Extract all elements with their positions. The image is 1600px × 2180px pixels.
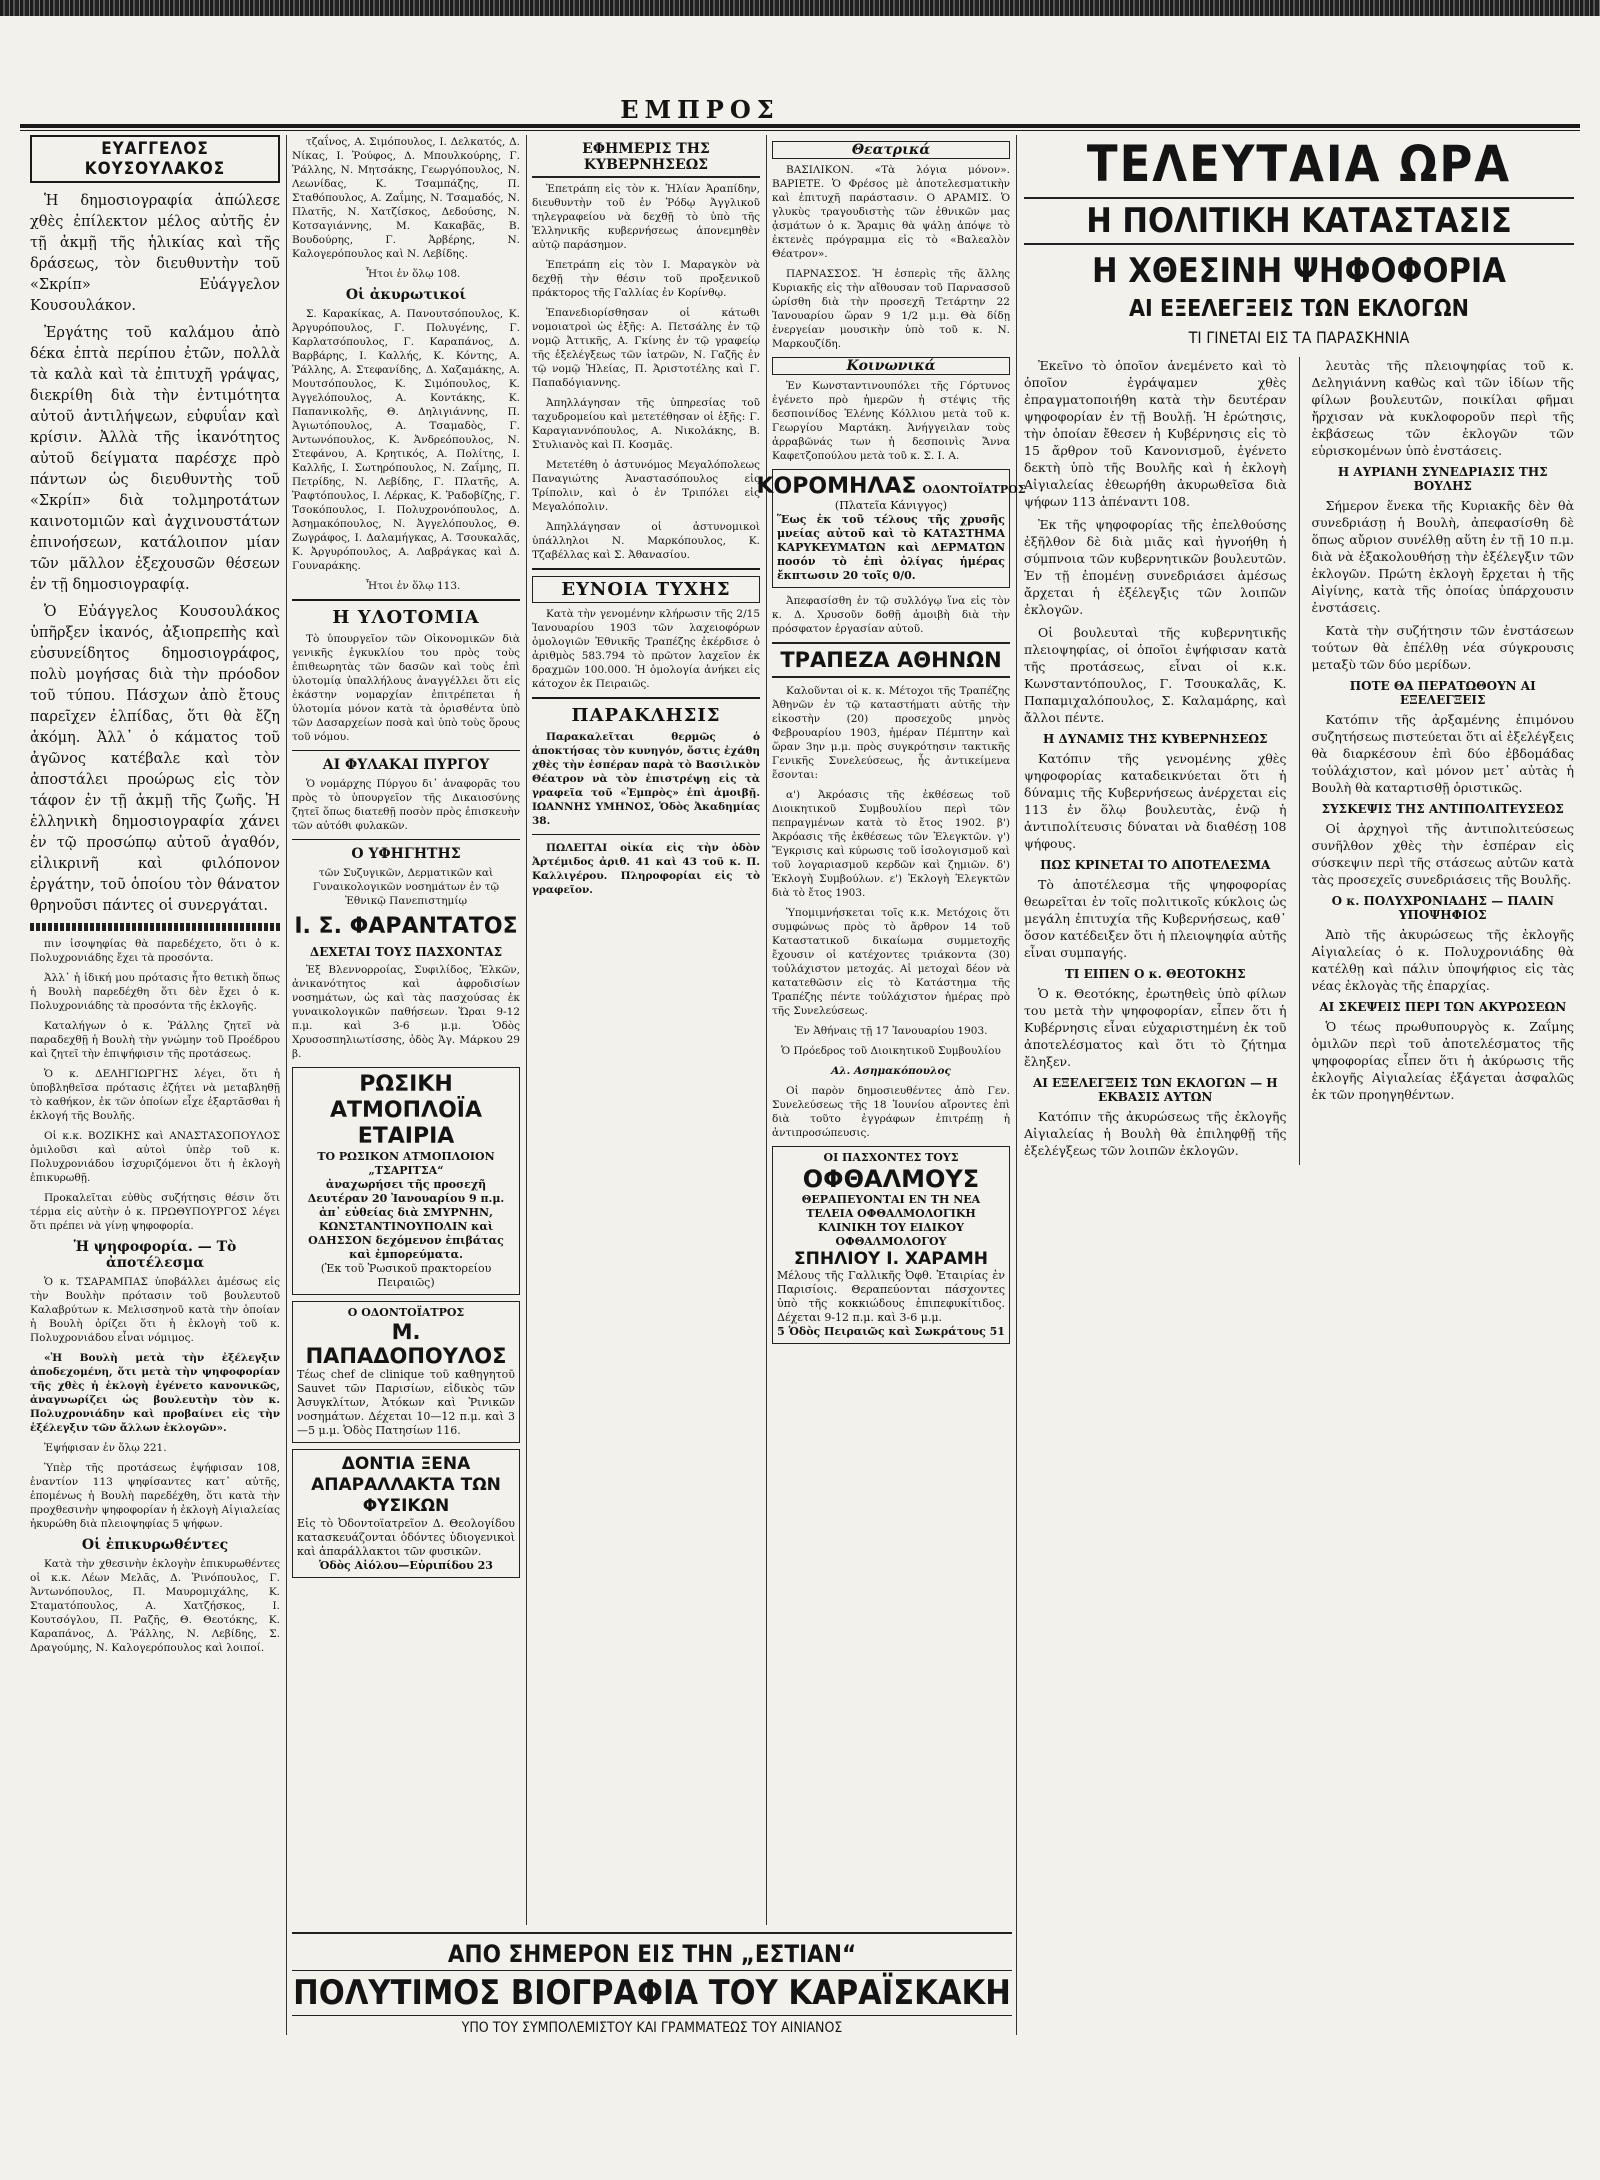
section-divider: [532, 568, 760, 570]
ad-text: Ἕως ἐκ τοῦ τέλους τῆς χρυσῆς μνείας αὐτοῦ καὶ τὸ ΚΑΤΑΣΤΗΜΑ ΚΑΡΥΚΕΥΜΑΤΩΝ καὶ ΔΕΡΜΑΤΩΝ ποσόν τὸ ἐπὶ ὀλίγας ἡμέρας ἔκπτωσιν 20 τοῖς 0/0.: [777, 513, 1005, 582]
notice-text: Παρακαλεῖται θερμῶς ὁ ἀποκτήσας τὸν κυνηγόν, ὅστις ἐχάθη χθὲς τὴν ἑσπέραν παρὰ τὸ Βασιλικὸν Θέατρον νὰ τὸν ἐπιστρέψῃ εἰς τὰ γραφεῖα τοῦ «Ἐμπρὸς» ἐπὶ ἀμοιβῇ. ΙΩΑΝΝΗΣ ΥΜΗΝΟΣ, Ὁδὸς Ἀκαδημίας 38.: [532, 731, 760, 827]
bank-title: ΤΡΑΠΕΖΑ ΑΘΗΝΩΝ: [772, 642, 1010, 678]
article-paragraph: ΠΑΡΝΑΣΣΟΣ. Ἡ ἑσπερὶς τῆς ἄλλης Κυριακῆς εἰς τὴν αἴθουσαν τοῦ Παρνασσοῦ ὡρίσθη διὰ τὴν προσεχῆ Τετάρτην 22 Ἰανουαρίου ὥραν 9 1/2 μ.μ. Θὰ δίδῃ ἐνεργείαν μουσικὴν ὑπὸ τοῦ κ. Ν. Μαρκουζίδη.: [772, 268, 1010, 350]
column-1: [30, 135, 280, 2145]
article-paragraph: Ὁ νομάρχης Πύργου δι᾽ ἀναφορᾶς του πρὸς τὸ ὑπουργεῖον τῆς Δικαιοσύνης ζητεῖ ὅπως διατεθῇ ποσὸν πρὸς ἐπισκευὴν τῶν αὐτόθι φυλακῶν.: [292, 778, 520, 832]
article-paragraph: Ἀπηλλάγησαν τῆς ὑπηρεσίας τοῦ ταχυδρομείου καὶ μετετέθησαν οἱ ἑξῆς: Γ. Καραγιαννόπουλος, Α. Νικολάκης, Β. Στυλιανὸς καὶ Π. Κοσμᾶς.: [532, 397, 760, 451]
dentist-ad: [292, 1301, 520, 1443]
section-heading: ΕΥΝΟΙΑ ΤΥΧΗΣ: [532, 576, 760, 603]
banner-line-2: ΠΟΛΥΤΙΜΟΣ ΒΙΟΓΡΑΦΙΑ ΤΟΥ ΚΑΡΑΪΣΚΑΚΗ: [292, 1970, 1012, 2016]
section-heading: ΠΩΣ ΚΡΙΝΕΤΑΙ ΤΟ ΑΠΟΤΕΛΕΣΜΑ: [1040, 858, 1271, 872]
obituary-paragraph: Ἐργάτης τοῦ καλάμου ἀπὸ δέκα ἑπτὰ περίπου ἐτῶν, πολλὰ τὰ καλὰ καὶ τὰ ἐπιτυχῆ γράψας, διεκρίθη διὰ τὴν ἐντιμότητα αὐτοῦ ἀντιλήψεων, εὐφυΐαν καὶ κρίσιν. Ἀλλὰ τῆς ἱκανότητος αὐτοῦ δείγματα παρέσχε πρὸ πάντων ὡς διευθυντὴς τοῦ «Σκρίπ» διὰ τολμηροτάτων καινοτομιῶν καὶ ἀγχινουστάτων ἐπινοήσεων, κατάλοιπον μίαν τῶν μᾶλλον ἐξεχουσῶν θέσεων ἐν τῇ δημοσιογραφίᾳ.: [30, 325, 280, 593]
ad-text: Μέλους τῆς Γαλλικῆς Ὀφθ. Ἑταιρίας ἐν Παρισίοις. Θεραπεύονται πάσχοντες ὑπὸ τῆς κοκκιώδους ἐπιπεφυκίτιδος. Δέχεται 9-12 π.μ. καὶ 3-6 μ.μ.: [777, 1269, 1005, 1324]
section-heading: Κοινωνικά: [772, 357, 1010, 375]
column-3: [532, 135, 760, 1925]
section-heading: Θεατρικά: [772, 141, 1010, 159]
article-paragraph: Ἀπεφασίσθη ἐν τῷ συλλόγῳ ἵνα εἰς τὸν κ. Δ. Χρυσοῦν δοθῇ ἀμοιβὴ διὰ τὴν πρόσφατον ἐργασίαν αὐτοῦ.: [772, 595, 1010, 635]
section-divider: [292, 839, 520, 840]
column-5: [1024, 135, 1574, 2145]
article-paragraph: Οἱ παρὸν δημοσιευθέντες ἀπὸ Γεν. Συνελεύσεως τῆς 18 Ἰουνίου αἴροντες ἐπὶ διὰ τοῦτο ἐγγράφων ἐπιτρέπῃ ἡ ἀντιπροσώπευσις.: [772, 1085, 1010, 1139]
estia-banner: [292, 1932, 1012, 2040]
section-heading: Η ΥΛΟΤΟΜΙΑ: [332, 607, 480, 628]
article-paragraph: Ὑπομιμνήσκεται τοῖς κ.κ. Μετόχοις ὅτι συμφώνως πρὸς τὸ ἄρθρον 14 τοῦ Καταστατικοῦ δικαίωμα συμμετοχῆς ἔχουσιν οἱ κατέχοντες τριάκοντα (30) τοὐλάχιστον μετοχάς. Αἱ μετοχαὶ δέον νὰ κατατεθῶσιν εἰς τὸ Κατάστημα τῆς Τραπέζης πέντε τοὐλάχιστον ἡμέρας πρὸ τῆς Συνελεύσεως.: [772, 907, 1010, 1017]
last-hour-right: [1312, 357, 1575, 1165]
article-paragraph: Τὸ ὑπουργεῖον τῶν Οἰκονομικῶν διὰ γενικῆς ἐγκυκλίου του πρὸς τοὺς ἐπιθεωρητὰς τῶν δασῶν καὶ τοὺς ἐπὶ ὑλοτομίᾳ ὑπαλλήλους ἀναγγέλλει ὅτι εἰς ἑκάστην νομαρχίαν ἐπιτρέπεται ἡ ὑλοτομία μόνον κατὰ τὰ ὁρισθέντα ὑπὸ τῶν Δασαρχείων ποσὰ καὶ ὑπὸ τοὺς ὅρους τοῦ νόμου.: [292, 633, 520, 743]
article-paragraph: Ὁ κ. ΔΕΛΗΓΙΩΡΓΗΣ λέγει, ὅτι ἡ ὑποβληθεῖσα πρότασις ἐζήτει νὰ μεταβληθῇ τὸ καθήκον, ἐκ τῶν ὁποίων εἶχε ἐξαρτᾶσθαι ἡ ἐκλογή τῆς Βουλῆς.: [30, 1068, 280, 1122]
ad-address: (Πλατεῖα Κάνιγγος): [834, 499, 948, 512]
section-divider: [292, 750, 520, 751]
section-divider: [532, 834, 760, 835]
article-paragraph: ΒΑΣΙΛΙΚΟΝ. «Τὰ λόγια μόνον». ΒΑΡΙΕΤΕ. Ὁ Φρέσος μὲ ἀποτελεσματικὴν καὶ ἐπιτυχῆ παράστασιν. Ο ΑΡΑΜΙΣ. Ὁ γλυκὺς τραγουδιστὴς τῶν ἐθνικῶν μας ᾀσμάτων ὁ κ. Ἄραμις θὰ ψάλῃ ἀπόψε τὸ ἐκτενὲς πρόγραμμα εἰς τὸ «Βαλεαλὸν Θέατρον».: [772, 164, 1010, 260]
section-divider: [30, 923, 280, 931]
article-paragraph: Μετετέθη ὁ ἀστυνόμος Μεγαλόπολεως Παναγιώτης Ἀναστασόπουλος εἰς Τρίπολιν, καὶ ὁ ἐν Τριπόλει εἰς Μεγαλόπολιν.: [532, 459, 760, 513]
ad-text: ἀναχωρήσει τῆς προσεχῆ Δευτέραν 20 Ἰανουαρίου 9 π.μ. ἀπ᾽ εὐθείας διὰ ΣΜΥΡΝΗΝ, ΚΩΝΣΤΑΝΤΙΝΟΥΠΟΛΙΝ καὶ ΟΔΗΣΣΟΝ δεχόμενον ἐπιβάτας καὶ ἐμπορεύματα.: [307, 1178, 505, 1261]
article-paragraph: Ἐκεῖνο τὸ ὁποῖον ἀνεμένετο καὶ τὸ ὁποῖον ἐγράψαμεν χθὲς ἐπραγματοποιήθη κατὰ τὴν δευτέραν ψηφοφορίαν ἐν τῇ Βουλῇ. Ἡ ἐρώτησις, τὴν ὁποίαν ἔθεσεν ἡ Κυβέρνησις εἰς τὸ 15 ἄρθρον τοῦ Κανονισμοῦ, ἐγένετο δεκτὴ ὑπὸ τῆς Βουλῆς καὶ ἡ ἐκλογὴ Αἰγιαλείας ἐθεωρήθη ἀκυρωθεῖσα διὰ ψήφων 113 ἀπέναντι 108.: [1024, 358, 1287, 509]
dentist-ad: [756, 469, 1026, 588]
section-heading: Η ΑΥΡΙΑΝΗ ΣΥΝΕΔΡΙΑΣΙΣ ΤΗΣ ΒΟΥΛΗΣ: [1337, 465, 1548, 493]
article-paragraph: Οἱ ἀρχηγοὶ τῆς ἀντιπολιτεύσεως συνῆλθον χθὲς τὴν ἑσπέραν εἰς σύσκεψιν περὶ τῆς στάσεως αὐτῶν κατὰ τὰς προσεχεῖς συνεδριάσεις τῆς Βουλῆς.: [1311, 821, 1575, 887]
column-rule: [1016, 135, 1017, 2035]
article-paragraph: Ὁ τέως πρωθυπουργὸς κ. Ζαΐμης ὁμιλῶν περὶ τοῦ ἀποτελέσματος τῆς ψηφοφορίας εἶπεν ὅτι ἡ ἀκύρωσις τῆς ἐκλογῆς Αἰγιαλείας ἐξάγεται ἀσφαλῶς ἐκ τῶν προηγηθέντων.: [1311, 1019, 1575, 1102]
section-heading: ΑΙ ΦΥΛΑΚΑΙ ΠΥΡΓΟΥ: [322, 757, 490, 773]
list-total: Ἦτοι ἐν ὅλῳ 113.: [365, 580, 461, 592]
list-total: Ἦτοι ἐν ὅλῳ 108.: [365, 268, 461, 280]
ad-name: Μ. ΠΑΠΑΔΟΠΟΥΛΟΣ: [305, 1320, 507, 1368]
section-heading: Οἱ ἐπικυρωθέντες: [81, 1537, 229, 1553]
article-paragraph: Ἐκ τῆς ψηφοφορίας τῆς ἐπελθούσης ἐξῆλθον δὲ διὰ μιᾶς καὶ ἠγνοήθη ἡ σύμπνοια τῶν κυβερνητικῶν βουλευτῶν. Ἐν τῇ ἑπομένῃ συνεδριάσει ἀμέσως ἄρχεται ἡ ἐξέλεγξις τῶν λοιπῶν ἐκλογῶν.: [1024, 517, 1287, 617]
banner-line-3: ΥΠΟ ΤΟΥ ΣΥΜΠΟΛΕΜΙΣΤΟΥ ΚΑΙ ΓΡΑΜΜΑΤΕΩΣ ΤΟΥ ΑΙΝΙΑΝΟΣ: [461, 2020, 843, 2036]
article-paragraph: Καλοῦνται οἱ κ. κ. Μέτοχοι τῆς Τραπέζης Ἀθηνῶν ἐν τῷ καταστήματι αὐτῆς τὴν εἰκοστὴν (20) προσεχοῦς μηνὸς Φεβρουαρίου 1903, ἡμέραν Πέμπτην καὶ ὥραν 3ην μ.μ. πρὸς συγκρότησιν τακτικῆς Γενικῆς Συνελεύσεως, ἧς ἀντικείμενα ἔσονται:: [772, 685, 1010, 781]
motion-quote: «Ἡ Βουλὴ μετὰ τὴν ἐξέλεγξιν ἀποδεχομένη, ὅτι μετὰ τὴν ψηφοφορίαν τῆς χθὲς ἡ ἐκλογὴ ἐγένετο κανονικῶς, ἀναγνωρίζει ὡς βουλευτὴν τὸν κ. Πολυχρονιάδην καὶ προβαίνει εἰς τὴν ἐξέλεγξιν τῶν ἄλλων ἐκλογῶν».: [30, 1352, 280, 1434]
ad-subheading: ΘΕΡΑΠΕΥΟΝΤΑΙ ΕΝ ΤΗ ΝΕΑ ΤΕΛΕΙΑ ΟΦΘΑΛΜΟΛΟΓΙΚΗ ΚΛΙΝΙΚΗ ΤΟΥ ΕΙΔΙΚΟΥ ΟΦΘΑΛΜΟΛΟΓΟΥ: [801, 1193, 981, 1248]
article-paragraph: Κατόπιν τῆς ἀρξαμένης ἐπιμόνου συζητήσεως πιστεύεται ὅτι αἱ ἐξελέγξεις θὰ διαρκέσουν ἐπὶ δύο ἐβδομάδας τοὐλάχιστον, καὶ μόνον μετ᾽ αὐτὰς ἡ Βουλὴ θὰ καταρτισθῇ ὁριστικῶς.: [1311, 712, 1575, 795]
article-paragraph: Οἱ βουλευταὶ τῆς κυβερνητικῆς πλειοψηφίας, οἱ ὁποῖοι ἐψήφισαν κατὰ τῆς προτάσεως, εἶναι οἱ κ.κ. Κωνσταντόπουλος, Γ. Τσουκαλᾶς, Κ. Παπαμιχαλόπουλος, Σ. Καλαμάρης, καὶ ἄλλοι πέντε.: [1024, 625, 1287, 725]
ad-text: Τέως chef de clinique τοῦ καθηγητοῦ Sauvet τῶν Παρισίων, εἰδικὸς τῶν Ἀσυγκλίτων, Ἀτόκων καὶ Ῥινικῶν νοσημάτων. Δέχεται 10—12 π.μ. καὶ 3—5 μ.μ. Ὁδὸς Πατησίων 116.: [297, 1368, 515, 1437]
article-paragraph: Ὁ κ. ΤΣΑΡΑΜΠΑΣ ὑποβάλλει ἀμέσως εἰς τὴν Βουλὴν πρότασιν τοῦ βουλευτοῦ Καλαβρύτων κ. Μελισσηνοῦ κατὰ τὴν ὁποίαν ἡ Βουλὴ ὁρίζει ὅτι ἡ ἐκλογὴ τοῦ κ. Πολυχρονιάδου εἶναι νόμιμος.: [30, 1276, 280, 1344]
ad-text: Εἰς τὸ Ὀδοντοϊατρεῖον Δ. Θεολογίδου κατασκευάζονται ὁδόντες ὑδιογενικοὶ καὶ ἀπαράλλακτοι τῶν φυσικῶν.: [297, 1517, 515, 1558]
ad-footer: (Ἐκ τοῦ Ῥωσικοῦ πρακτορείου Πειραιῶς): [320, 1262, 492, 1289]
ad-subheading: ΤΟ ΡΩΣΙΚΟΝ ΑΤΜΟΠΛΟΙΟΝ „ΤΣΑΡΙΤΣΑ“: [317, 1150, 495, 1177]
ad-name: ΚΟΡΟΜΗΛΑΣ: [756, 474, 917, 499]
article-paragraph: Κατόπιν τῆς ἀκυρώσεως τῆς ἐκλογῆς Αἰγιαλείας ἡ Βουλὴ θὰ ἐπιληφθῇ τῆς ἐξελέγξεως τῶν λοιπῶν ἐκλογῶν.: [1024, 1109, 1287, 1158]
headline-vote: Η ΧΘΕΣΙΝΗ ΨΗΦΟΦΟΡΙΑ: [1092, 251, 1506, 291]
vote-result: Ὑπὲρ τῆς προτάσεως ἐψήφισαν 108, ἐναντίον 113 ψηφίσαντες κατ᾽ αὐτῆς, ἐπομένως ἡ Βουλὴ παρεδέχθη, ὅτι κατὰ τὴν προχθεσινὴν ψηφοφορίαν ἡ ἐκλογὴ Αἰγιαλείας ἠκυρώθη διὰ πλειοψηφίας 5 ψήφων.: [30, 1462, 280, 1530]
article-paragraph: Ἐπετράπη εἰς τὸν κ. Ἠλίαν Ἀραπίδην, διευθυντὴν τοῦ ἐν Ῥόδῳ Ἀγγλικοῦ τηλεγραφείου νὰ δεχθῇ τὸ ὑπὸ τῆς Ἑλληνικῆς κυβερνήσεως ἀπονεμηθὲν αὐτῷ παράσημον.: [532, 183, 760, 251]
vote-count: Ἐψήφισαν ἐν ὅλῳ 221.: [44, 1442, 167, 1454]
headline-main: ΤΕΛΕΥΤΑΙΑ ΩΡΑ: [1086, 135, 1512, 193]
section-heading: ΑΙ ΕΞΕΛΕΓΞΕΙΣ ΤΩΝ ΕΚΛΟΓΩΝ — Η ΕΚΒΑΣΙΣ ΑΥΤΩΝ: [1032, 1076, 1278, 1104]
name-list: Σ. Καρακίκας, Α. Πανουτσόπουλος, Κ. Ἀργυρόπουλος, Γ. Πολυγένης, Γ. Καρλατσόπουλος, Γ. Καραπάνος, Δ. Βαρβάρης, Ι. Καλλής, Κ. Κόντης, Α. Ῥάλλης, Α. Στεφανίδης, Δ. Χαζαμάκης, Α. Μουτσόπουλος, Κ. Σιμόπουλος, Κ. Ἀγγελόπουλος, Α. Κοντάκης, Κ. Παπανικολῆς, Θ. Δηλιγιάννης, Π. Ἀγιωτόπουλος, Α. Τσαμαδὸς, Γ. Ἀντωνόπουλος, Κ. Ἀνδρεόπουλος, Ν. Στεφάνου, Α. Κρητικός, Α. Πολίτης, Ι. Καλλῆς, Ι. Σωτηρόπουλος, Ν. Ζαΐμης, Π. Πετρίδης, Ν. Λεβίδης, Γ. Πλατῆς, Α. Ῥαφτόπουλος, Ι. Λέρκας, Κ. Ῥαδοβίζης, Γ. Τσοκόπουλος, Ι. Πολυχρονόπουλος, Δ. Ἀσημακόπουλος, Ν. Ἀγγελόπουλος, Θ. Ζωγράφος, Ι. Δαλαμήγκας, Α. Τσουκαλᾶς, Κ. Ἀργυρόπουλος, Α. Λαβράγκας καὶ Δ. Γουναράκης.: [292, 308, 520, 572]
sale-notice: ΠΩΛΕΙΤΑΙ οἰκία εἰς τὴν ὁδὸν Ἀρτέμιδος ἀριθ. 41 καὶ 43 τοῦ κ. Π. Καλλιγέρου. Πληροφορίαι εἰς τὸ γραφεῖον.: [532, 842, 760, 896]
ad-headline: ΔΟΝΤΙΑ ΞΕΝΑ ΑΠΑΡΑΛΛΑΚΤΑ ΤΩΝ ΦΥΣΙΚΩΝ: [311, 1454, 501, 1516]
article-paragraph: Ἐπανεδιορίσθησαν οἱ κάτωθι νομοιατροὶ ὡς ἑξῆς: Α. Πετσάλης ἐν τῷ νομῷ Ἀττικῆς, Α. Γκίνης ἐν τῷ γραφείῳ τῆς ἐξελέγξεως τῶν ἰατρῶν, Ν. Γαζῆς ἐν τῷ νομῷ Ἠλείας, Π. Ἀριστοτέλης καὶ Γ. Παπαδόγιαννης.: [532, 307, 760, 389]
article-paragraph: Κατὰ τὴν γενομένην κλήρωσιν τῆς 2/15 Ἰανουαρίου 1903 τῶν λαχειοφόρων ὁμολογιῶν Ἐθνικῆς Τραπέζης ἐκέρδισε ὁ ἀριθμὸς 583.794 τὸ πρῶτον λαχεῖον ἐκ δραχμῶν 100.000. Ἡ ὁμολογία ἀνήκει εἰς κάτοχον ἐκ Πειραιῶς.: [532, 608, 760, 690]
article-paragraph: Ἐν Κωνσταντινουπόλει τῆς Γόρτυνος ἐγένετο πρὸ ἡμερῶν ἡ στέψις τῆς δεσποινίδος Ἑλένης Κόλλιου μετὰ τοῦ κ. Γεωργίου Μαρτάκη. Ἀνήγγειλαν τοὺς ἀρραβῶνάς των ἡ δεσποινὶς Ἄννα Καφετζοπούλου μετὰ τοῦ κ. Σ. Ι. Α.: [772, 380, 1010, 462]
article-paragraph: Ἀπὸ τῆς ἀκυρώσεως τῆς ἐκλογῆς Αἰγιαλείας ὁ κ. Πολυχρονιάδης θὰ κατέλθῃ καὶ πάλιν ὑποψήφιος εἰς τὰς νέας ἐκλογὰς τῆς ἐπαρχίας.: [1311, 927, 1575, 993]
article-paragraph: Ἀλλ᾽ ἡ ἰδική μου πρότασις ἦτο θετικὴ ὅπως ἡ Βουλὴ παρεδέχθη ὅτι δὲν ἔχει ὁ κ. Πολυχρονιάδης τὰ προσόντα τῆς ἐκλογῆς.: [30, 972, 280, 1012]
article-paragraph: Κατὰ τὴν χθεσινὴν ἐκλογὴν ἐπικυρωθέντες οἱ κ.κ. Λέων Μελᾶς, Δ. Ῥινόπουλος, Γ. Ἀντωνόπουλος, Π. Μαυρομιχάλης, Κ. Σταματόπουλος, Α. Χατζήσκος, Ι. Κουτσόγλου, Π. Ραζῆς, Θ. Θεοτόκης, Κ. Καραπάνος, Δ. Ῥάλλης, Ν. Λεβίδης, Σ. Δραγούμης, Ν. Καλογερόπουλος καὶ λοιποί.: [30, 1558, 280, 1654]
last-hour-columns: [1024, 357, 1574, 1165]
masthead-rule-thin: [20, 130, 1580, 131]
ad-text: Ἐξ Βλεννορροίας, Συφιλίδος, Ἑλκῶν, ἀνικανότητος καὶ ἀφροδισίων νοσημάτων, ὡς καὶ τὰς πασχούσας ἐκ γυναικολογικῶν παθήσεων. Ὥραι 9-12 π.μ. καὶ 3-6 μ.μ. Ὁδὸς Χρυσοσπηλιωτίσσης, ὁδὸς Ἁγ. Μάρκου 29 β.: [292, 964, 520, 1060]
article-paragraph: λευτὰς τῆς πλειοψηφίας τοῦ κ. Δεληγιάννη καθὼς καὶ τῶν ἰδίων τῆς φίλων βουλευτῶν, ποικίλαι φῆμαι ἤρχισαν νὰ κυκλοφοροῦν περὶ τῆς ἐκβάσεως τῶν ἐκλογῶν τῶν εὑρισκομένων ὑπὸ ἐνστάσεις.: [1311, 358, 1575, 458]
article-paragraph: Προκαλεῖται εὐθὺς συζήτησις θέσιν ὅτι τέρμα εἰς αὐτὴν ὁ κ. ΠΡΩΘΥΠΟΥΡΓΟΣ λέγει ὅτι πρέπει νὰ γίνῃ ψηφοφορία.: [30, 1192, 280, 1232]
headline-secondary: Η ΠΟΛΙΤΙΚΗ ΚΑΤΑΣΤΑΣΙΣ: [1024, 197, 1574, 245]
ad-footer: 5 Ὁδὸς Πειραιῶς καὶ Σωκράτους 51: [777, 1325, 1005, 1338]
ad-heading: Ο ΥΦΗΓΗΤΗΣ: [351, 846, 461, 862]
section-divider: [292, 599, 520, 601]
article-paragraph: Ἀπηλλάγησαν οἱ ἀστυνομικοὶ ὑπάλληλοι Ν. Μαρκόπουλος, Κ. Τζαβέλλας καὶ Σ. Ἀθανασίου.: [532, 521, 760, 561]
ad-headline: ΡΩΣΙΚΗ ΑΤΜΟΠΛΟΪΑ ΕΤΑΙΡΙΑ: [330, 1072, 482, 1149]
article-paragraph: Κατόπιν τῆς γενομένης χθὲς ψηφοφορίας καταδεικνύεται ὅτι ἡ δύναμις τῆς Κυβερνήσεως ἀνέρχεται εἰς 113 ἐν ὅλῳ βουλευτὰς, ἐνῷ ἡ ἀντιπολίτευσις δύναται νὰ διαθέσῃ 108 ψήφους.: [1024, 751, 1287, 851]
ad-text: τῶν Συζυγικῶν, Δερματικῶν καὶ Γυναικολογικῶν νοσημάτων ἐν τῷ Ἐθνικῷ Πανεπιστημίῳ: [312, 867, 500, 907]
ad-footer: Ὁδὸς Αἰόλου—Εὐριπίδου 23: [319, 1559, 493, 1572]
column-2: [292, 135, 520, 1925]
headline-backstage: ΤΙ ΓΙΝΕΤΑΙ ΕΙΣ ΤΑ ΠΑΡΑΣΚΗΝΙΑ: [1188, 328, 1410, 347]
bank-sign-role: Ὁ Πρόεδρος τοῦ Διοικητικοῦ Συμβουλίου: [781, 1045, 1001, 1057]
top-border: [0, 0, 1600, 16]
inner-column-rule: [1299, 357, 1300, 1165]
article-paragraph: Κατὰ τὴν συζήτησιν τῶν ἐνστάσεων τούτων θὰ ἐπέλθῃ νέα σύγκρουσις μεταξὺ τῶν δύο μερίδων.: [1311, 623, 1575, 672]
ad-subheading: ΔΕΧΕΤΑΙ ΤΟΥΣ ΠΑΣΧΟΝΤΑΣ: [309, 945, 503, 959]
teeth-ad: [292, 1449, 520, 1578]
agenda-items: α') Ἀκρόασις τῆς ἐκθέσεως τοῦ Διοικητικοῦ Συμβουλίου περὶ τῶν πεπραγμένων κατὰ τὸ ἔτος 1902. β') Ἀκρόασις τῆς ἐκθέσεως τῶν Ἐλεγκτῶν. γ') Ἔγκρισις καὶ κύρωσις τοῦ ἰσολογισμοῦ καὶ τοῦ λογαριασμοῦ κερδῶν καὶ ζημιῶν. δ') Ἐκλογὴ Συμβούλων. ε') Ἐκλογὴ Ἐλεγκτῶν διὰ τὸ ἔτος 1903.: [772, 789, 1010, 899]
article-paragraph: πιν ἰσοψηφίας θὰ παρεδέχετο, ὅτι ὁ κ. Πολυχρονιάδης ἔχει τὰ προσόντα.: [30, 938, 280, 964]
last-hour-left: [1024, 357, 1287, 1165]
column-4: [756, 135, 1026, 1925]
article-paragraph: Καταλήγων ὁ κ. Ῥάλλης ζητεῖ νὰ παραδεχθῇ ἡ Βουλὴ τὴν γνώμην τοῦ Προέδρου καὶ ζητεῖ τὴν ἐπιψήφισιν τῆς προτάσεως.: [30, 1020, 280, 1060]
shipping-ad: [292, 1067, 520, 1295]
ad-subheading: Ο ΟΔΟΝΤΟΪΑΤΡΟΣ: [347, 1306, 465, 1319]
ad-subheading: ΟΔΟΝΤΟΪΑΤΡΟΣ: [922, 483, 1026, 496]
eye-clinic-ad: [772, 1146, 1010, 1344]
obituary-title: ΕΥΑΓΓΕΛΟΣ ΚΟΥΣΟΥΛΑΚΟΣ: [30, 135, 280, 183]
masthead-rule: [20, 124, 1580, 128]
section-heading: Ἡ ψηφοφορία. — Τὸ ἀποτέλεσμα: [73, 1239, 237, 1271]
ad-name: Ι. Σ. ΦΑΡΑΝΤΑΤΟΣ: [294, 914, 518, 939]
article-paragraph: Οἱ κ.κ. ΒΟΖΙΚΗΣ καὶ ΑΝΑΣΤΑΣΟΠΟΥΛΟΣ ὁμιλοῦσι καὶ αὐτοὶ ὑπὲρ τοῦ κ. Πολυχρονιάδου ἰσχυριζόμενοι ὅτι ἡ ἐκλογὴ ἐπικυρωθῇ.: [30, 1130, 280, 1184]
section-divider: [532, 697, 760, 699]
section-heading: ΠΟΤΕ ΘΑ ΠΕΡΑΤΩΘΟΥΝ ΑΙ ΕΞΕΛΕΓΞΕΙΣ: [1349, 679, 1536, 707]
bank-signer: Αλ. Ασημακόπουλος: [831, 1065, 951, 1077]
section-heading: Η ΔΥΝΑΜΙΣ ΤΗΣ ΚΥΒΕΡΝΗΣΕΩΣ: [1042, 732, 1268, 746]
column-rule: [766, 135, 767, 1925]
obituary-paragraph: Ἡ δημοσιογραφία ἀπώλεσε χθὲς ἐπίλεκτον μέλος αὐτῆς ἐν τῇ ἀκμῇ τῆς ἡλικίας καὶ τῆς δράσεως, τὸν διευθυντὴν τοῦ «Σκρίπ» Εὐάγγελον Κουσουλάκον.: [30, 193, 280, 314]
article-paragraph: Τὸ ἀποτέλεσμα τῆς ψηφοφορίας θεωρεῖται ἐν τοῖς πολιτικοῖς κύκλοις ὡς μεγάλη ἐπιτυχία τῆς Κυβερνήσεως, καθ᾽ ὅσον κατέδειξεν ὅτι ἡ πλειοψηφία αὐτῆς εἶναι συμπαγής.: [1024, 877, 1287, 960]
ad-name: ΣΠΗΛΙΟΥ Ι. ΧΑΡΑΜΗ: [794, 1249, 988, 1269]
section-heading: Ο κ. ΠΟΛΥΧΡΟΝΙΑΔΗΣ — ΠΑΛΙΝ ΥΠΟΨΗΦΙΟΣ: [1331, 894, 1554, 922]
section-heading: Οἱ ἀκυρωτικοί: [345, 287, 467, 303]
ad-subheading: ΟΙ ΠΑΣΧΟΝΤΕΣ ΤΟΥΣ: [823, 1151, 959, 1164]
article-paragraph: Ὁ κ. Θεοτόκης, ἐρωτηθεὶς ὑπὸ φίλων του μετὰ τὴν ψηφοφορίαν, εἶπεν ὅτι ἡ Κυβέρνησις εἶναι εὐχαριστημένη ἐκ τοῦ ἀποτελέσματος καὶ ὅτι τὸ ζήτημα ἔληξεν.: [1024, 986, 1287, 1069]
article-paragraph: Ἐπετράπη εἰς τὸν Ι. Μαραγκὸν νὰ δεχθῇ τὴν θέσιν τοῦ προξενικοῦ πράκτορος τῆς Γαλλίας ἐν Κορίνθῳ.: [532, 259, 760, 299]
bank-date: Ἐν Ἀθήναις τῇ 17 Ἰανουαρίου 1903.: [794, 1025, 988, 1037]
column-rule: [526, 135, 527, 1925]
section-heading: ΕΦΗΜΕΡΙΣ ΤΗΣ ΚΥΒΕΡΝΗΣΕΩΣ: [532, 141, 760, 178]
headline-elections: ΑΙ ΕΞΕΛΕΓΞΕΙΣ ΤΩΝ ΕΚΛΟΓΩΝ: [1129, 296, 1469, 322]
notice-heading: ΠΑΡΑΚΛΗΣΙΣ: [571, 705, 721, 726]
ad-headline: ΟΦΘΑΛΜΟΥΣ: [802, 1165, 980, 1193]
obituary-paragraph: Ὁ Εὐάγγελος Κουσουλάκος ὑπῆρξεν ἱκανός, ἀξιοπρεπὴς καὶ εὐσυνείδητος δημοσιογράφος, πολὺ μογήσας διὰ τὴν πρόοδον τοῦ τύπου. Πάσχων ἀπὸ ἔτους παρεῖχεν ἐλπίδας, ὅτι θὰ ἔζη ἀκόμη. Ἀλλ᾽ ὁ κάματος τοῦ ἀγῶνος κατέβαλε καὶ τὸν ἀποστάλει προώρως εἰς τὸν τάφον ἐν τῇ ἀκμῇ τῆς ζωῆς. Ἡ ἑλληνικὴ δημοσιογραφία χάνει ἐν τῷ προσώπῳ αὐτοῦ ἀγαθόν, εἰλικρινῆ καὶ φιλόπονον ἐργάτην, τοῦ ὁποίου τὸν θάνατον θρηνοῦσι πάντες οἱ συνεργάται.: [30, 604, 280, 914]
banner-line-1: ΑΠΟ ΣΗΜΕΡΟΝ ΕΙΣ ΤΗΝ „ΕΣΤΙΑΝ“: [447, 1940, 857, 1968]
article-paragraph: Σήμερον ἕνεκα τῆς Κυριακῆς δὲν θὰ συνεδριάσῃ ἡ Βουλὴ, ἀπεφασίσθη δὲ ὅπως αὔριον συνέλθῃ αὕτη ἐν τῇ 10 π.μ. διὰ νὰ ἐξακολουθήσῃ τὴν ἐξέλεγξιν τῶν ἐκλογῶν. Πρώτη ἐκλογὴ ἔρχεται ἡ τῆς Αἰγίνης, κατὰ τῆς ὁποίας ὑπάρχουσιν ἐνστάσεις.: [1311, 498, 1575, 615]
column-rule: [286, 135, 287, 2035]
masthead-title: ΕΜΠΡΟΣ: [620, 95, 780, 124]
section-heading: ΤΙ ΕΙΠΕΝ Ο κ. ΘΕΟΤΟΚΗΣ: [1064, 967, 1246, 981]
section-heading: ΣΥΣΚΕΨΙΣ ΤΗΣ ΑΝΤΙΠΟΛΙΤΕΥΣΕΩΣ: [1321, 802, 1564, 816]
name-list: τζαΐνος, Α. Σιμόπουλος, Ι. Δελκατός, Δ. Νίκας, Ι. Ῥούφος, Δ. Μπουλκούρης, Γ. Ῥάλλης, Ν. Μητσάκης, Γεωργόπουλος, Ν. Λεωνίδας, Κ. Τσαμπάζης, Π. Σταθόπουλος, Α. Ζαΐμης, Ν. Τσαμαδός, Ν. Πλατῆς, Ν. Χατζίσκος, Δεδούσης, Ν. Κοτσαγιάννης, Μ. Κακαβᾶς, Β. Βουδούρης, Γ. Ἀρβέρης, Ν. Καλογερόπουλος καὶ Ν. Λεβίδης.: [292, 136, 520, 260]
section-heading: ΑΙ ΣΚΕΨΕΙΣ ΠΕΡΙ ΤΩΝ ΑΚΥΡΩΣΕΩΝ: [1319, 1000, 1567, 1014]
